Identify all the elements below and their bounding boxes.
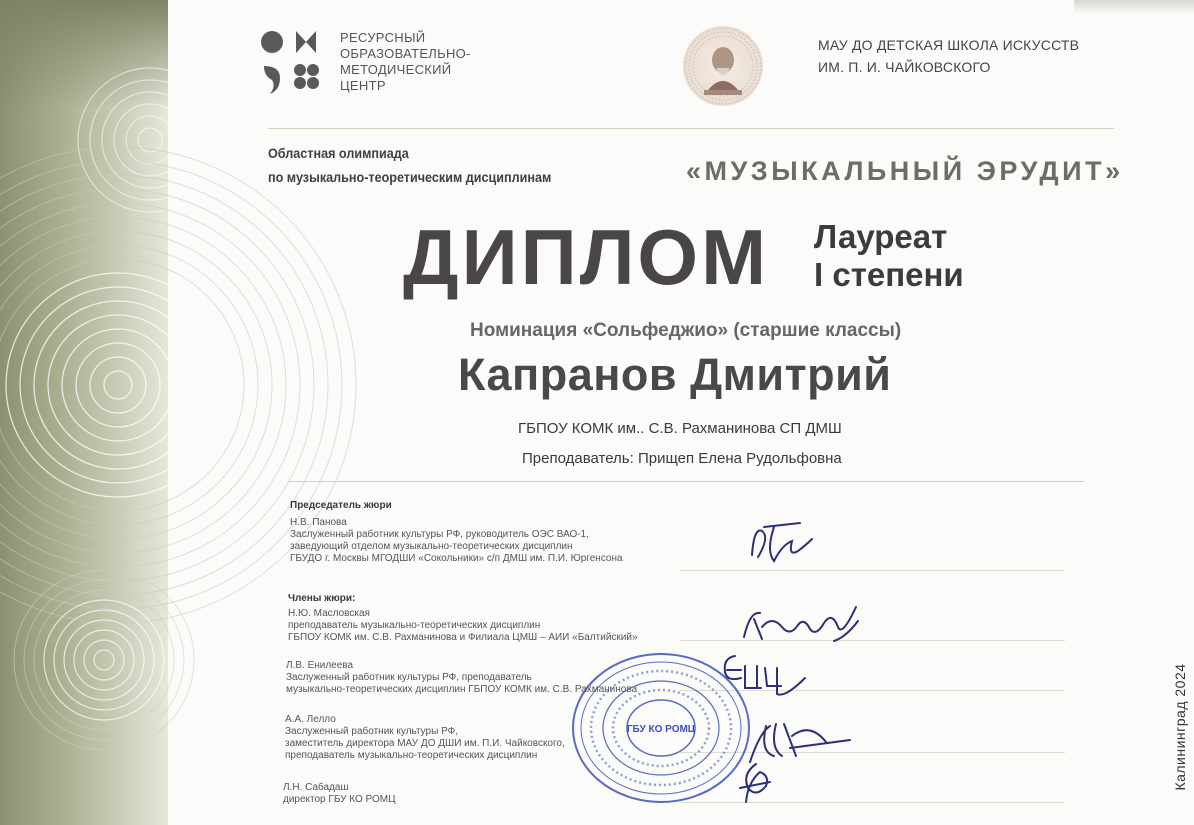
jury-text-line: заведующий отделом музыкально-теоретических дисциплин [290,541,573,552]
romc-name-line: МЕТОДИЧЕСКИЙ [340,62,452,77]
jury-chair-heading: Председатель жюри [290,500,392,511]
teacher-name: Преподаватель: Прищеп Елена Рудольфовна [522,450,842,467]
jury-text-line: Н.Ю. Масловская [288,608,370,619]
romc-name [340,30,500,94]
nomination: Номинация «Сольфеджио» (старшие классы) [470,320,902,341]
olympiad-line: Областная олимпиада [268,145,409,161]
jury-text-line: Н.В. Панова [290,517,347,528]
edge-shadow [1074,0,1194,14]
olympiad-title: «МУЗЫКАЛЬНЫЙ ЭРУДИТ» [686,156,1124,186]
rank-line: I степени [814,256,964,293]
jury-text-line: заместитель директора МАУ ДО ДШИ им. П.И. Чайковского, [285,738,565,749]
rank-line: Лауреат [814,218,948,255]
romc-name-line: ОБРАЗОВАТЕЛЬНО- [340,46,471,61]
diploma-heading: ДИПЛОМ [403,213,770,301]
romc-name-line: РЕСУРСНЫЙ [340,30,426,45]
recipient-institution: ГБПОУ КОМК им.. С.В. Рахманинова СП ДМШ [518,420,842,437]
signature-member2 [715,648,825,708]
stamp-center-text: ГБУ КО РОМЦ [626,724,696,735]
school-name-line: МАУ ДО ДЕТСКАЯ ШКОЛА ИСКУССТВ [818,37,1080,53]
jury-chair-block [290,500,623,565]
olympiad-line: по музыкально-теоретическим дисциплинам [268,169,552,185]
jury-text-line: Заслуженный работник культуры РФ, [285,726,459,737]
recipient-name: Капранов Дмитрий [458,349,892,400]
jury-text-line: музыкально-теоретических дисциплин ГБПОУ КОМК им. С.В. Рахманинова [286,684,638,695]
jury-text-line: ГБУДО г. Москвы МГОДШИ «Сокольники» с/п ДМШ им. П.И. Юргенсона [290,553,623,564]
school-name-line: ИМ. П. И. ЧАЙКОВСКОГО [818,59,991,75]
jury-text-line: Заслуженный работник культуры РФ, преподаватель [286,672,532,683]
olympiad-description [268,141,551,189]
laureate-rank [814,218,964,294]
jury-text-line: Л.Н. Сабадаш [283,782,349,793]
signature-chair [744,515,824,575]
jury-text-line: Заслуженный работник культуры РФ, руководитель ОЭС ВАО-1, [290,529,589,540]
jury-text-line: А.А. Лелло [285,714,336,725]
header-divider [268,128,1114,129]
jury-members-heading: Члены жюри: [288,593,356,604]
jury-member-block [288,593,638,644]
city-year: Калининград 2024 [1172,663,1188,791]
signature-director [726,758,786,808]
jury-text-line: Л.В. Енилеева [286,660,354,671]
jury-text-line: преподаватель музыкально-теоретических дисциплин [285,750,538,761]
jury-text-line: ГБПОУ КОМК им. С.В. Рахманинова и Филиала ЦМШ – АИИ «Балтийский» [288,632,638,643]
jury-member-block [285,714,565,762]
body-divider [288,481,1084,482]
school-name [818,34,1118,78]
jury-text-line: директор ГБУ КО РОМЦ [283,794,396,805]
tchaikovsky-medallion-icon [678,24,768,108]
director-block [283,782,396,806]
signature-line [680,570,1065,571]
jury-text-line: преподаватель музыкально-теоретических дисциплин [288,620,541,631]
romc-name-line: ЦЕНТР [340,78,386,93]
romc-logo-icon [258,28,328,98]
